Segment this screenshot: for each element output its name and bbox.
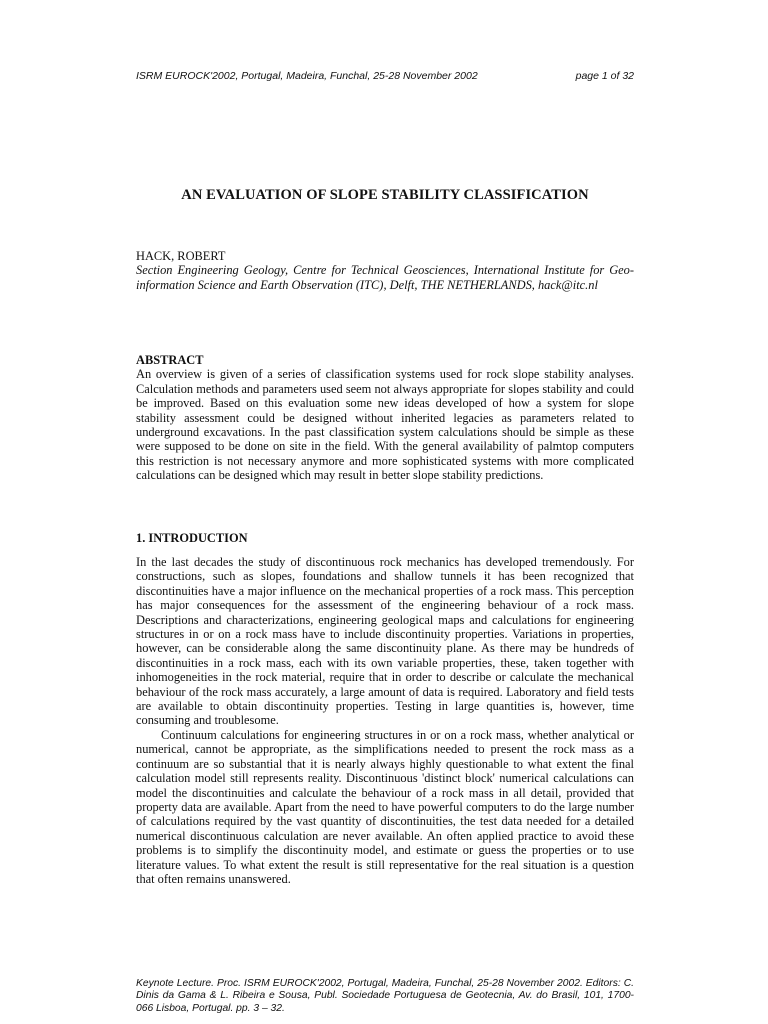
introduction-heading-wrap xyxy=(136,531,634,545)
author-block xyxy=(136,249,634,292)
footer-citation: Keynote Lecture. Proc. ISRM EUROCK'2002, Portugal, Madeira, Funchal, 25-28 November 2002. Editors: C. Dinis da Gama & L. Ribeira e Sousa, Publ. Sociedade Portuguesa de Geotecnia, Av. do Brasil, 101, 1700-066 Lisboa, Portugal. pp. 3 – 32. xyxy=(136,978,634,1014)
introduction-section xyxy=(136,555,634,886)
introduction-paragraph: Continuum calculations for engineering structures in or on a rock mass, whether analytical or numerical, cannot be appropriate, as the simplifications needed to present the rock mass as a continuum are so substantial that it is nearly always highly questionable to what extent the final calculation model still represents reality. Discontinuous 'distinct block' numerical calculations can model the discontinuities and calculate the behaviour of a rock mass in all detail, provided that property data are available. Apart from the need to have powerful computers to do the large number of calculations required by the vast quantity of discontinuities, the test data needed for a detailed numerical discontinuous calculation are never available. An often applied practice to avoid these problems is to simplify the discontinuity model, and estimate or guess the properties or to use literature values. To what extent the result is still representative for the real situation is a question that often remains unanswered. xyxy=(136,727,634,886)
author-affiliation: Section Engineering Geology, Centre for Technical Geosciences, International Institute for Geo-information Science and Earth Observation (ITC), Delft, THE NETHERLANDS, hack@itc.nl xyxy=(136,263,634,292)
page-number: page 1 of 32 xyxy=(575,70,634,82)
introduction-paragraph: In the last decades the study of discontinuous rock mechanics has developed tremendously. For constructions, such as slopes, foundations and shallow tunnels it has been recognized that discontinuities have a major influence on the mechanical properties of a rock mass. This perception has major consequences for the assessment of the engineering behaviour of a rock mass. Descriptions and characterizations, engineering geological maps and calculations for engineering structures in or on a rock mass have to include discontinuity properties. Variations in properties, however, can be considerable along the same discontinuity plane. As there may be hundreds of discontinuities in a rock mass, each with its own variable properties, these, taken together with inhomogeneities in the rock material, require that in order to describe or calculate the mechanical behaviour of the rock mass accurately, a large amount of data is required. Laboratory and field tests are available to obtain discontinuity properties. Testing in large quantities is, however, time consuming and troublesome. xyxy=(136,555,634,728)
running-header xyxy=(136,70,634,82)
conference-info: ISRM EUROCK'2002, Portugal, Madeira, Funchal, 25-28 November 2002 xyxy=(136,70,478,82)
author-name: HACK, ROBERT xyxy=(136,249,226,263)
abstract-text: An overview is given of a series of classification systems used for rock slope stability analyses. Calculation methods and parameters used seem not always appropriate for slopes stability and could be improved. Based on this evaluation some new ideas developed of how a system for slope stability assessment could be designed without inherited legacies as parameters related to underground excavations. In the past classification system calculations should be simple as these were supposed to be done on site in the field. With the general availability of palmtop computers this restriction is not necessary anymore and more sophisticated systems with more complicated calculations can be designed which may result in better slope stability predictions. xyxy=(136,367,634,483)
abstract-heading: ABSTRACT xyxy=(136,353,204,367)
abstract-section xyxy=(136,353,634,483)
paper-title: AN EVALUATION OF SLOPE STABILITY CLASSIFICATION xyxy=(181,187,589,203)
introduction-heading: 1. INTRODUCTION xyxy=(136,531,248,545)
